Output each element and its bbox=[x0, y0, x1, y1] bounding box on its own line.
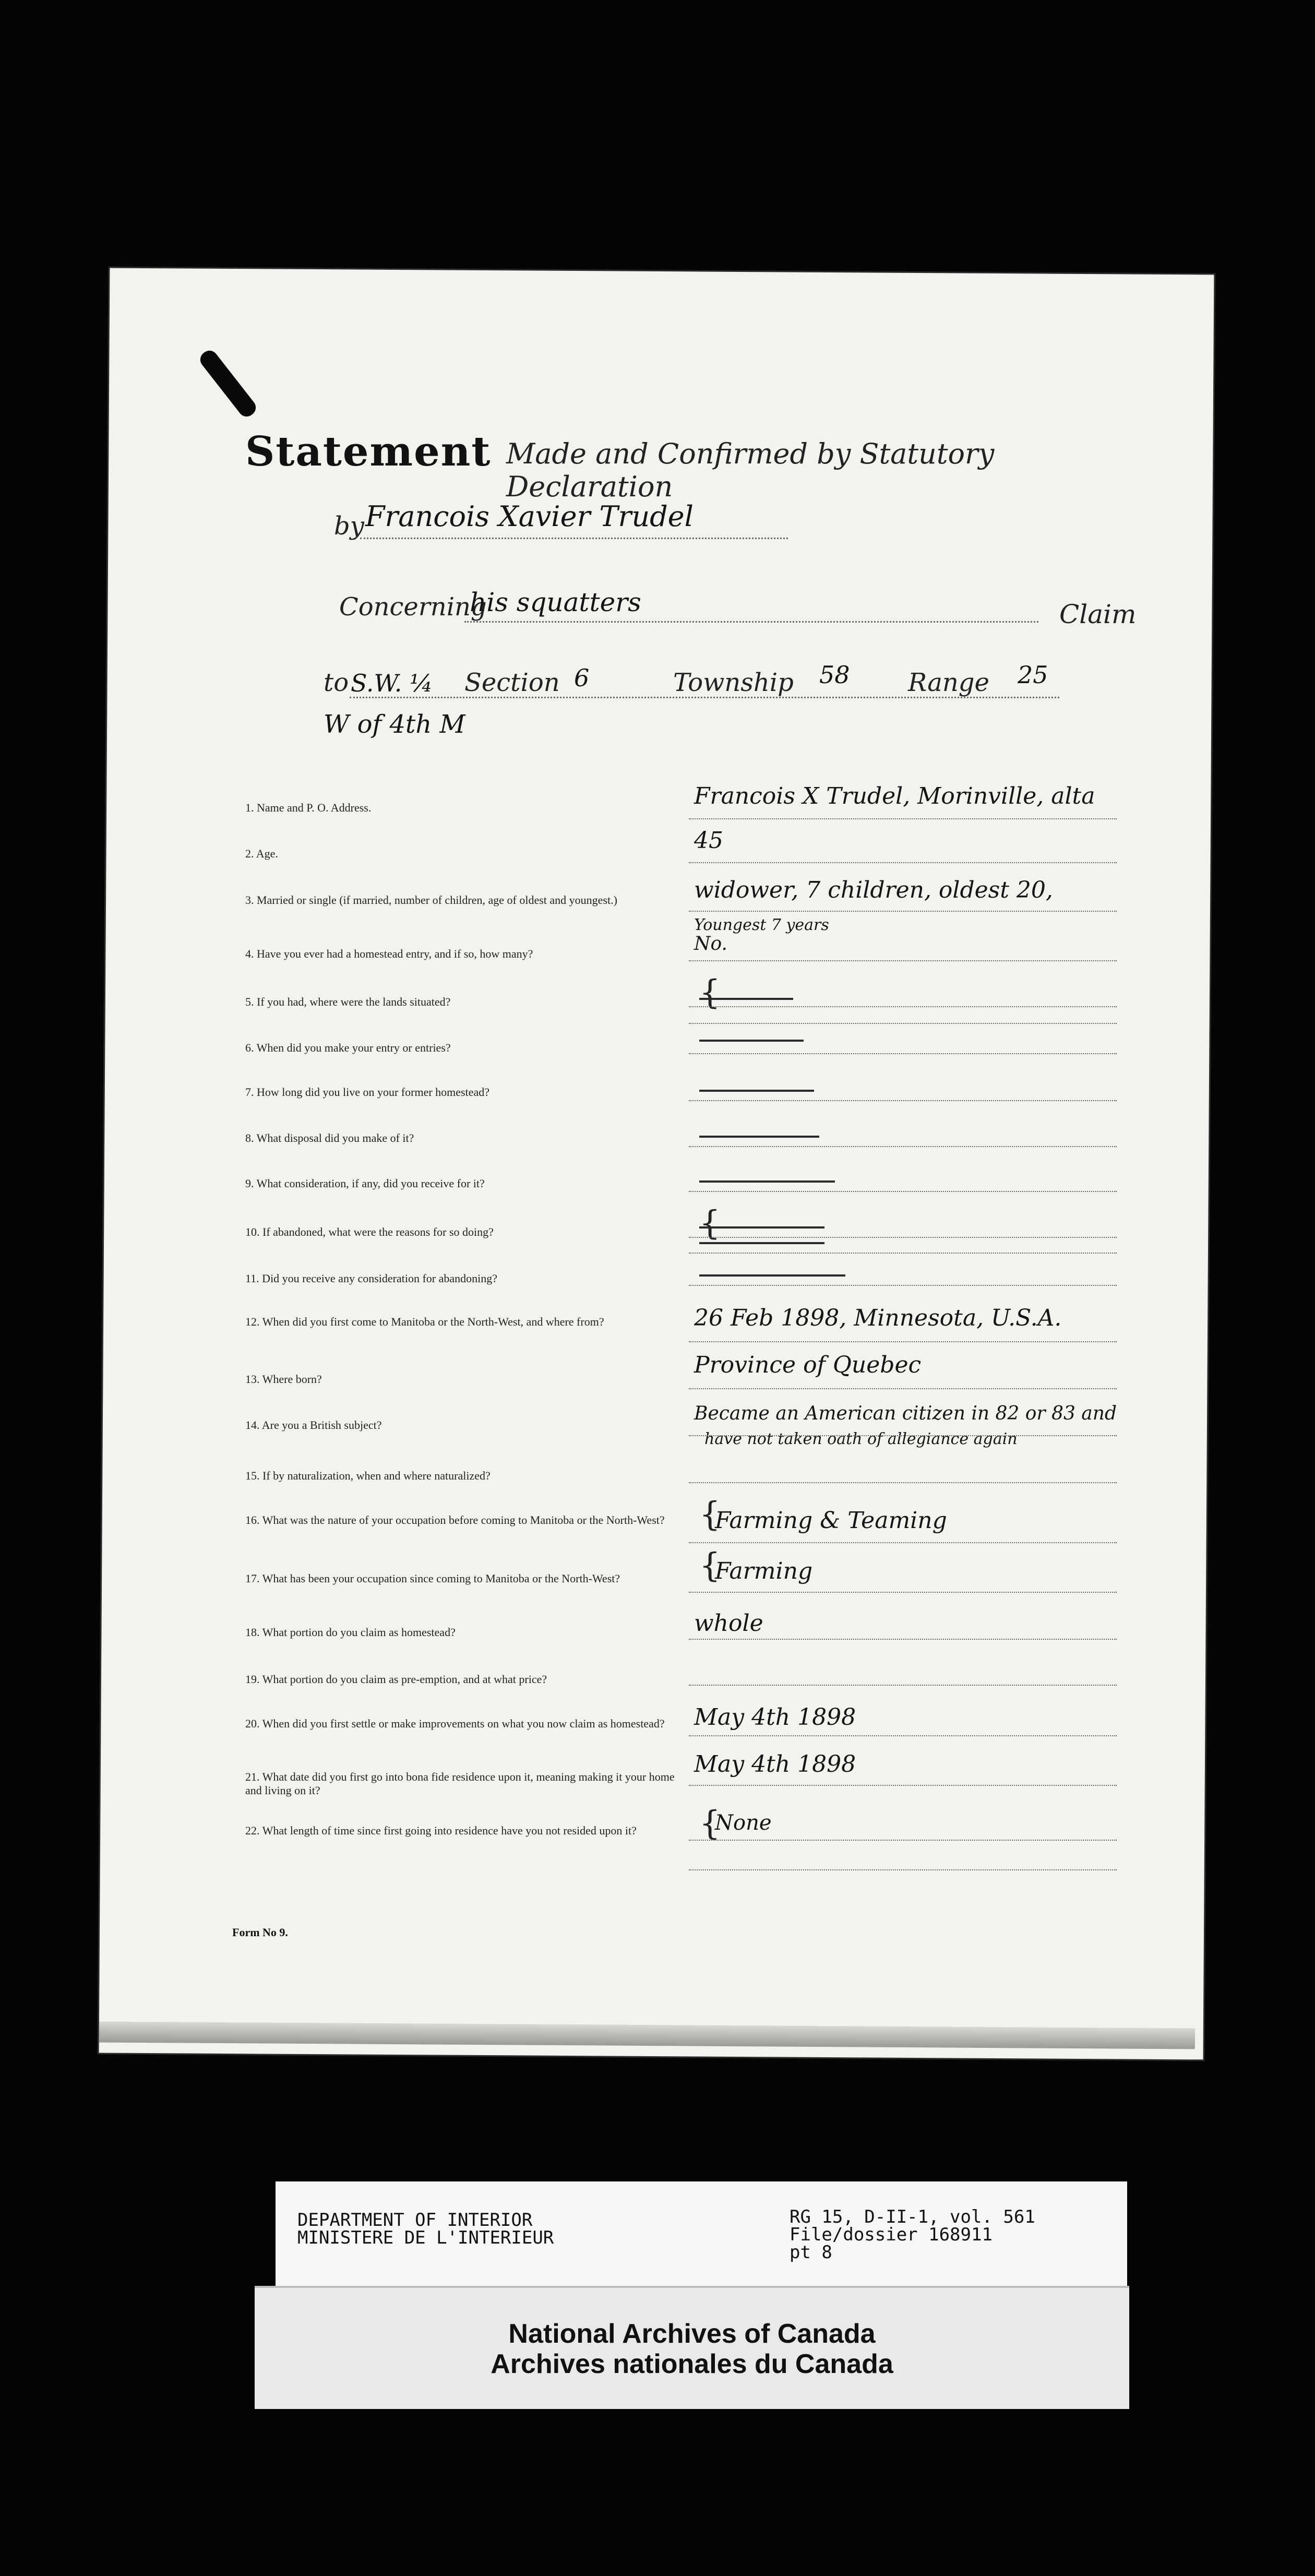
section-label: Section bbox=[464, 668, 560, 697]
question-18: 18. What portion do you claim as homestead? bbox=[245, 1626, 456, 1639]
answer-2: 45 bbox=[694, 827, 723, 854]
location-rule bbox=[350, 697, 1059, 698]
answer-3: widower, 7 children, oldest 20, bbox=[694, 877, 1053, 903]
answer-rule bbox=[689, 1388, 1117, 1389]
answer-5-brace: { bbox=[699, 973, 721, 1012]
answer-1: Francois X Trudel, Morinville, alta bbox=[694, 783, 1095, 809]
declarant-name: Francois Xavier Trudel bbox=[365, 500, 694, 533]
question-15: 15. If by naturalization, when and where naturalized? bbox=[245, 1469, 491, 1482]
answer-rule bbox=[689, 1840, 1117, 1841]
answer-8-dash bbox=[699, 1136, 819, 1138]
to-label: to bbox=[324, 668, 349, 697]
question-7: 7. How long did you live on your former homestead? bbox=[245, 1086, 490, 1099]
answer-rule bbox=[689, 1542, 1117, 1543]
answer-rule bbox=[689, 1735, 1117, 1736]
answer-rule bbox=[689, 1435, 1117, 1436]
answer-18: whole bbox=[694, 1610, 763, 1637]
concerning-rule bbox=[464, 621, 1038, 623]
answer-rule bbox=[689, 1285, 1117, 1286]
answer-17: Farming bbox=[715, 1558, 813, 1584]
answer-10-dash bbox=[699, 1226, 824, 1229]
answer-rule bbox=[689, 1191, 1117, 1192]
answer-rule bbox=[689, 1639, 1117, 1640]
claim-label: Claim bbox=[1059, 599, 1137, 629]
question-19: 19. What portion do you claim as pre-emption, and at what price? bbox=[245, 1673, 547, 1686]
question-2: 2. Age. bbox=[245, 847, 278, 860]
question-10: 10. If abandoned, what were the reasons for so doing? bbox=[245, 1225, 494, 1238]
answer-rule bbox=[689, 1592, 1117, 1593]
answer-rule bbox=[689, 911, 1117, 912]
answer-rule bbox=[689, 1341, 1117, 1342]
question-5: 5. If you had, where were the lands situated? bbox=[245, 995, 451, 1008]
question-8: 8. What disposal did you make of it? bbox=[245, 1131, 414, 1144]
answer-10-brace: { bbox=[699, 1204, 721, 1243]
question-13: 13. Where born? bbox=[245, 1373, 322, 1386]
ref-line-2: File/dossier 168911 bbox=[790, 2224, 993, 2245]
answer-rule bbox=[689, 818, 1117, 819]
answer-10-dash bbox=[699, 1242, 824, 1244]
question-3: 3. Married or single (if married, number of children, age of oldest and youngest.) bbox=[245, 893, 617, 907]
question-6: 6. When did you make your entry or entries? bbox=[245, 1041, 451, 1054]
answer-rule bbox=[689, 1146, 1117, 1147]
question-22: 22. What length of time since first going into residence have you not resided upon it? bbox=[245, 1824, 637, 1837]
by-rule bbox=[360, 538, 788, 539]
answer-4: No. bbox=[694, 933, 727, 955]
answer-22-brace: { bbox=[699, 1804, 721, 1843]
question-11: 11. Did you receive any consideration for abandoning? bbox=[245, 1272, 498, 1285]
range-label: Range bbox=[908, 668, 989, 697]
answer-rule bbox=[689, 1869, 1117, 1870]
answer-rule bbox=[689, 1006, 1117, 1007]
archives-name-en: National Archives of Canada bbox=[508, 2319, 876, 2349]
answer-12: 26 Feb 1898, Minnesota, U.S.A. bbox=[694, 1305, 1062, 1331]
dept-fr: MINISTERE DE L'INTERIEUR bbox=[297, 2227, 554, 2248]
answer-rule bbox=[689, 862, 1117, 863]
ref-line-3: pt 8 bbox=[790, 2242, 832, 2263]
answer-rule bbox=[689, 1023, 1117, 1024]
ref-line-1: RG 15, D-II-1, vol. 561 bbox=[790, 2207, 1035, 2227]
concerning-label: Concerning bbox=[339, 592, 487, 622]
answer-7-dash bbox=[699, 1090, 814, 1092]
answer-14: Became an American citizen in 82 or 83 and bbox=[694, 1403, 1117, 1424]
statement-heading bbox=[245, 428, 1143, 503]
meridian-value: W of 4th M bbox=[324, 710, 465, 739]
archive-reference-label bbox=[276, 2181, 1127, 2292]
question-4: 4. Have you ever had a homestead entry, and if so, how many? bbox=[245, 947, 533, 960]
answer-9-dash bbox=[699, 1180, 835, 1183]
answer-3-line2: Youngest 7 years bbox=[694, 916, 829, 934]
question-20: 20. When did you first settle or make improvements on what you now claim as homestead? bbox=[245, 1717, 665, 1730]
township-label: Township bbox=[673, 668, 794, 697]
concerning-value: his squatters bbox=[470, 587, 641, 617]
answer-20: May 4th 1898 bbox=[694, 1704, 856, 1731]
answer-16-brace: { bbox=[699, 1495, 721, 1534]
statement-title: Statement bbox=[245, 428, 492, 475]
answer-14-line2: have not taken oath of allegiance again bbox=[704, 1430, 1018, 1448]
question-16: 16. What was the nature of your occupation before coming to Manitoba or the North-West? bbox=[245, 1513, 665, 1526]
answer-17-brace: { bbox=[699, 1546, 721, 1585]
answer-rule bbox=[689, 1237, 1117, 1238]
answer-rule bbox=[689, 1482, 1117, 1483]
answer-11-dash bbox=[699, 1274, 845, 1277]
by-label: by bbox=[334, 511, 364, 541]
answer-rule bbox=[689, 1685, 1117, 1686]
question-14: 14. Are you a British subject? bbox=[245, 1418, 382, 1432]
township-value: 58 bbox=[819, 661, 850, 689]
answer-rule bbox=[689, 960, 1117, 961]
question-21: 21. What date did you first go into bona fide residence upon it, meaning making it your home and living on it? bbox=[245, 1770, 675, 1797]
archives-name-fr: Archives nationales du Canada bbox=[491, 2349, 893, 2379]
answer-6-dash bbox=[699, 1040, 804, 1042]
question-17: 17. What has been your occupation since coming to Manitoba or the North-West? bbox=[245, 1572, 620, 1585]
answer-rule bbox=[689, 1785, 1117, 1786]
quarter-value: S.W. ¼ bbox=[351, 669, 433, 697]
question-9: 9. What consideration, if any, did you receive for it? bbox=[245, 1177, 485, 1190]
answer-22: None bbox=[715, 1811, 772, 1835]
answer-21: May 4th 1898 bbox=[694, 1751, 856, 1778]
statement-subtitle: Made and Confirmed by Statutory Declaration bbox=[506, 437, 995, 503]
dept-en: DEPARTMENT OF INTERIOR bbox=[297, 2210, 533, 2231]
answer-16: Farming & Teaming bbox=[715, 1507, 947, 1534]
answer-rule bbox=[689, 1053, 1117, 1054]
answer-rule bbox=[689, 1253, 1117, 1254]
range-value: 25 bbox=[1018, 661, 1048, 689]
answer-13: Province of Quebec bbox=[694, 1352, 922, 1378]
section-value: 6 bbox=[574, 664, 590, 692]
answer-5-dash bbox=[699, 998, 793, 1000]
question-12: 12. When did you first come to Manitoba or the North-West, and where from? bbox=[245, 1315, 604, 1328]
question-1: 1. Name and P. O. Address. bbox=[245, 801, 372, 814]
archives-banner bbox=[255, 2286, 1129, 2409]
answer-rule bbox=[689, 1100, 1117, 1101]
form-number: Form No 9. bbox=[232, 1926, 288, 1939]
